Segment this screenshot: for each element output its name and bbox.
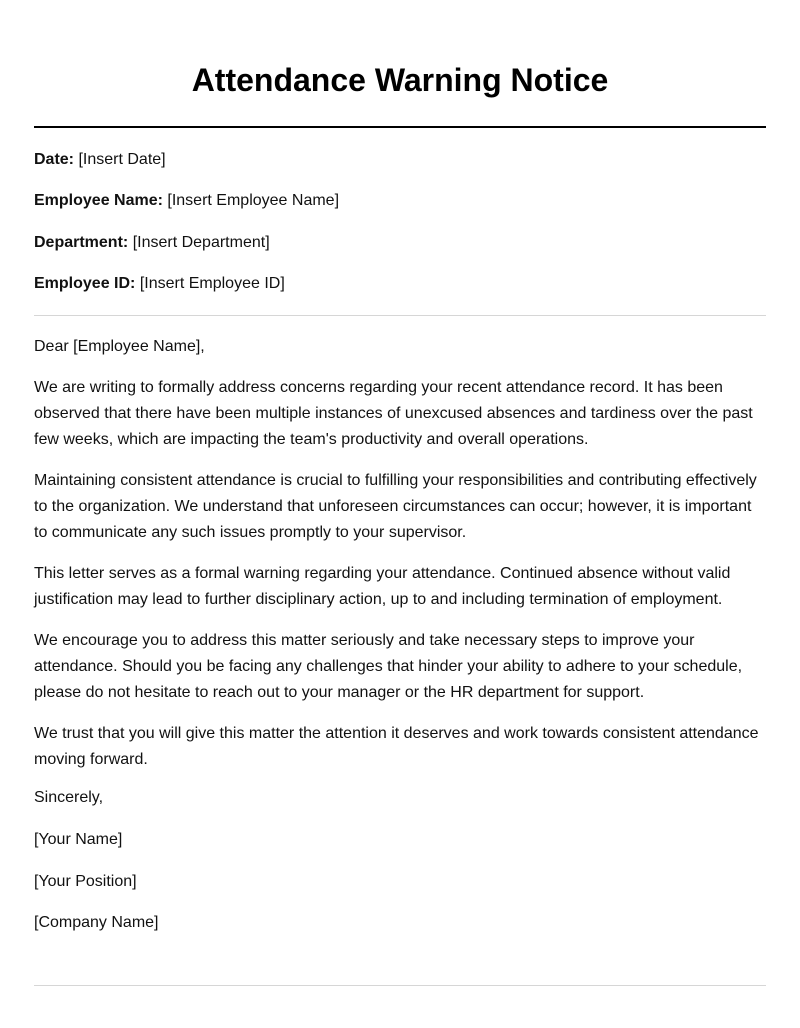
employee-name-value: [Insert Employee Name] bbox=[167, 192, 340, 210]
document-title: Attendance Warning Notice bbox=[191, 62, 609, 98]
date-label: Date: bbox=[34, 151, 75, 168]
signature-company: [Company Name] bbox=[34, 914, 159, 932]
letter-body bbox=[34, 334, 766, 932]
date-field bbox=[34, 150, 766, 169]
department-value: [Insert Department] bbox=[132, 233, 270, 251]
paragraph-support: We encourage you to address this matter seriously and take necessary steps to improve your attendance. Should you be facing any challenges that hinder your ability to adhere to your schedule, please do not hesitate to reach out to your manager or the HR department for support. bbox=[34, 632, 743, 702]
employee-name-field bbox=[34, 191, 766, 210]
signature-name: [Your Name] bbox=[34, 830, 123, 848]
employee-name-label: Employee Name: bbox=[34, 192, 163, 210]
paragraph-warning: This letter serves as a formal warning regarding your attendance. Continued absence without valid justification may lead to further disciplinary action, up to and including termination of employment. bbox=[34, 565, 731, 609]
paragraph-importance: Maintaining consistent attendance is crucial to fulfilling your responsibilities and contributing effectively to the organization. We understand that unforeseen circumstances can occur; however, it is important to communicate any such issues promptly to your supervisor. bbox=[34, 472, 757, 542]
employee-id-value: [Insert Employee ID] bbox=[139, 274, 285, 292]
employee-id-field bbox=[34, 274, 766, 293]
employee-details bbox=[34, 150, 766, 293]
signature-position: [Your Position] bbox=[34, 872, 137, 890]
department-field bbox=[34, 233, 766, 252]
date-value: [Insert Date] bbox=[78, 151, 166, 168]
salutation: Dear [Employee Name], bbox=[34, 338, 205, 356]
employee-id-label: Employee ID: bbox=[34, 274, 136, 292]
department-label: Department: bbox=[34, 233, 129, 251]
closing-line: Sincerely, bbox=[34, 789, 104, 807]
paragraph-concerns: We are writing to formally address concerns regarding your recent attendance record. It has been observed that there have been multiple instances of unexcused absences and tardiness over the past few weeks, which are impacting the team's productivity and overall operations. bbox=[34, 379, 753, 449]
section-divider bbox=[34, 315, 766, 316]
footer-divider bbox=[34, 985, 766, 986]
title-divider bbox=[34, 126, 766, 128]
paragraph-closing: We trust that you will give this matter the attention it deserves and work towards consistent attendance moving forward. bbox=[34, 725, 759, 769]
